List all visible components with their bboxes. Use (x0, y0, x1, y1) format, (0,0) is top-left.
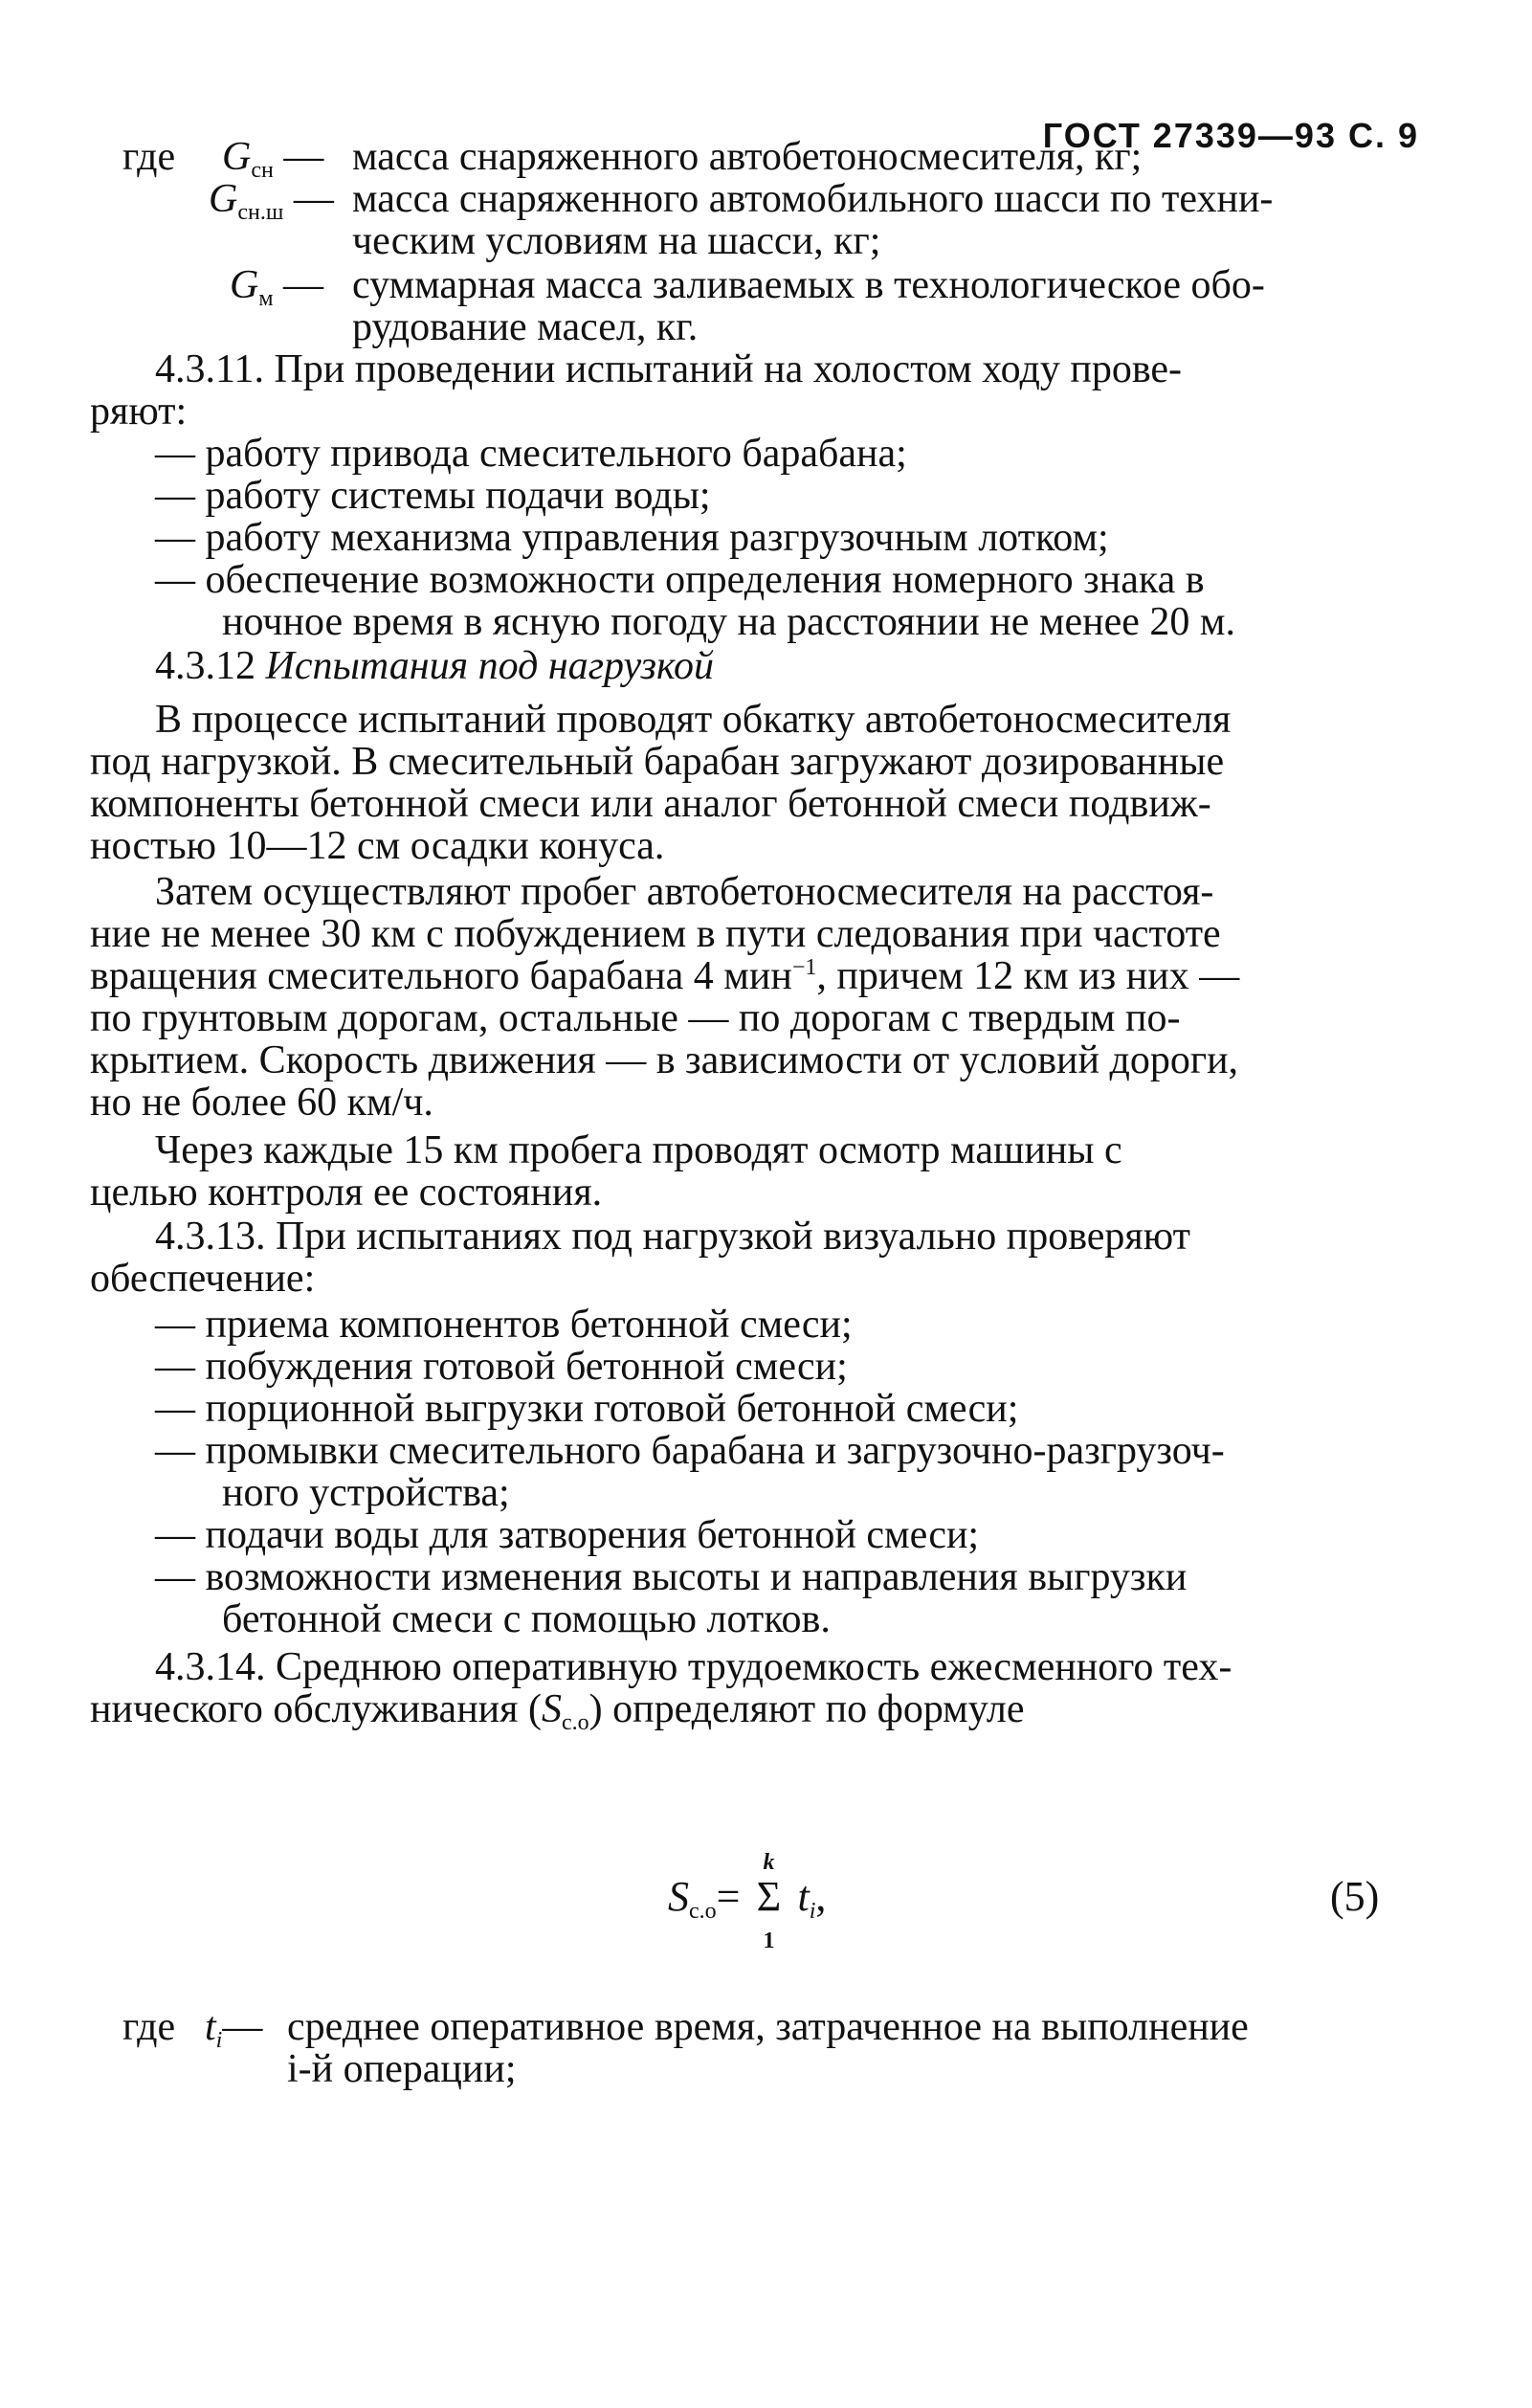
list-item-continuation: бетонной смеси с помощью лотков. (222, 1597, 831, 1641)
definition-text: суммарная масса заливаемых в технологическое обо- (352, 263, 1265, 307)
paragraph-line: Через каждые 15 км пробега проводят осмотр машины с (155, 1128, 1122, 1172)
paragraph-line: ряют: (90, 390, 188, 434)
list-item: — приема компонентов бетонной смеси; (155, 1303, 853, 1347)
list-item-continuation: ного устройства; (222, 1471, 510, 1515)
paragraph-line: ние не менее 30 км с побуждением в пути следования при частоте (90, 912, 1221, 956)
where-word: где (122, 135, 176, 179)
definition-text: ческим условиям на шасси, кг; (352, 219, 881, 263)
section-heading: 4.3.12 Испытания под нагрузкой (155, 644, 715, 688)
paragraph-line: Затем осуществляют пробег автобетоносмесителя на расстоя- (155, 870, 1214, 914)
page-header: ГОСТ 27339—93 С. 9 (1042, 116, 1419, 155)
list-item: — работу системы подачи воды; (155, 474, 711, 518)
paragraph-line: но не более 60 км/ч. (90, 1081, 433, 1125)
equation-number: (5) (1330, 1873, 1380, 1920)
definition-symbol: $G_{сн.ш}$ — (209, 177, 334, 225)
list-item: — обеспечение возможности определения номерного знака в (155, 558, 1205, 602)
definition-text: масса снаряженного автобетоносмесителя, кг; (352, 135, 1143, 179)
definition-symbol: $G_{сн}$ — (222, 135, 324, 183)
list-item: — порционной выгрузки готовой бетонной смеси; (155, 1387, 1019, 1431)
list-item: — работу привода смесительного барабана; (155, 432, 907, 476)
paragraph-line: В процессе испытаний проводят обкатку автобетоносмесителя (155, 698, 1232, 742)
definition-symbol: $t_i—$ (205, 2005, 263, 2053)
paragraph-line: 4.3.14. Среднюю оперативную трудоемкость ежесменного тех- (155, 1645, 1232, 1689)
list-item: — возможности изменения высоты и направления выгрузки (155, 1555, 1188, 1599)
definition-text: рудование масел, кг. (352, 305, 699, 349)
paragraph-line: вращения смесительного барабана 4 мин$^{-1}$, причем 12 км из них — (90, 954, 1240, 998)
definition-row (122, 136, 175, 178)
list-item: — подачи воды для затворения бетонной смеси; (155, 1513, 980, 1557)
definition-text: среднее оперативное время, затраченное на выполнение (287, 2005, 1249, 2049)
paragraph-line: под нагрузкой. В смесительный барабан загружают дозированные (90, 740, 1225, 784)
list-item: — промывки смесительного барабана и загрузочно-разгрузоч- (155, 1429, 1225, 1473)
paragraph-line: 4.3.11. При проведении испытаний на холостом ходу прове- (155, 347, 1183, 391)
paragraph-line: целью контроля ее состояния. (90, 1171, 603, 1215)
list-item-continuation: ночное время в ясную погоду на расстоянии не менее 20 м. (222, 600, 1235, 644)
paragraph-line: обеспечение: (90, 1257, 316, 1301)
list-item: — работу механизма управления разгрузочным лотком; (155, 516, 1109, 560)
paragraph-line: компоненты бетонной смеси или аналог бетонной смеси подвиж- (90, 782, 1211, 826)
paragraph-line: крытием. Скорость движения — в зависимости от условий дороги, (90, 1038, 1239, 1082)
definition-text: масса снаряженного автомобильного шасси по техни- (352, 177, 1274, 221)
paragraph-line: нического обслуживания $(S_{с.о})$ определяют по формуле (90, 1687, 1025, 1735)
paragraph-line: 4.3.13. При испытаниях под нагрузкой визуально проверяют (155, 1215, 1190, 1259)
definition-symbol: $G_м$ — (230, 263, 324, 311)
formula-5: $S_{с.о}=$ k Σ 1 $t_i$, (668, 1850, 827, 1953)
list-item: — побуждения готовой бетонной смеси; (155, 1345, 848, 1389)
paragraph-line: ностью 10—12 см осадки конуса. (90, 824, 665, 868)
definition-text: i-й операции; (287, 2047, 517, 2091)
where-word: где (122, 2005, 176, 2049)
sum-symbol: k Σ 1 (756, 1850, 782, 1953)
paragraph-line: по грунтовым дорогам, остальные — по дорогам с твердым по- (90, 996, 1181, 1040)
